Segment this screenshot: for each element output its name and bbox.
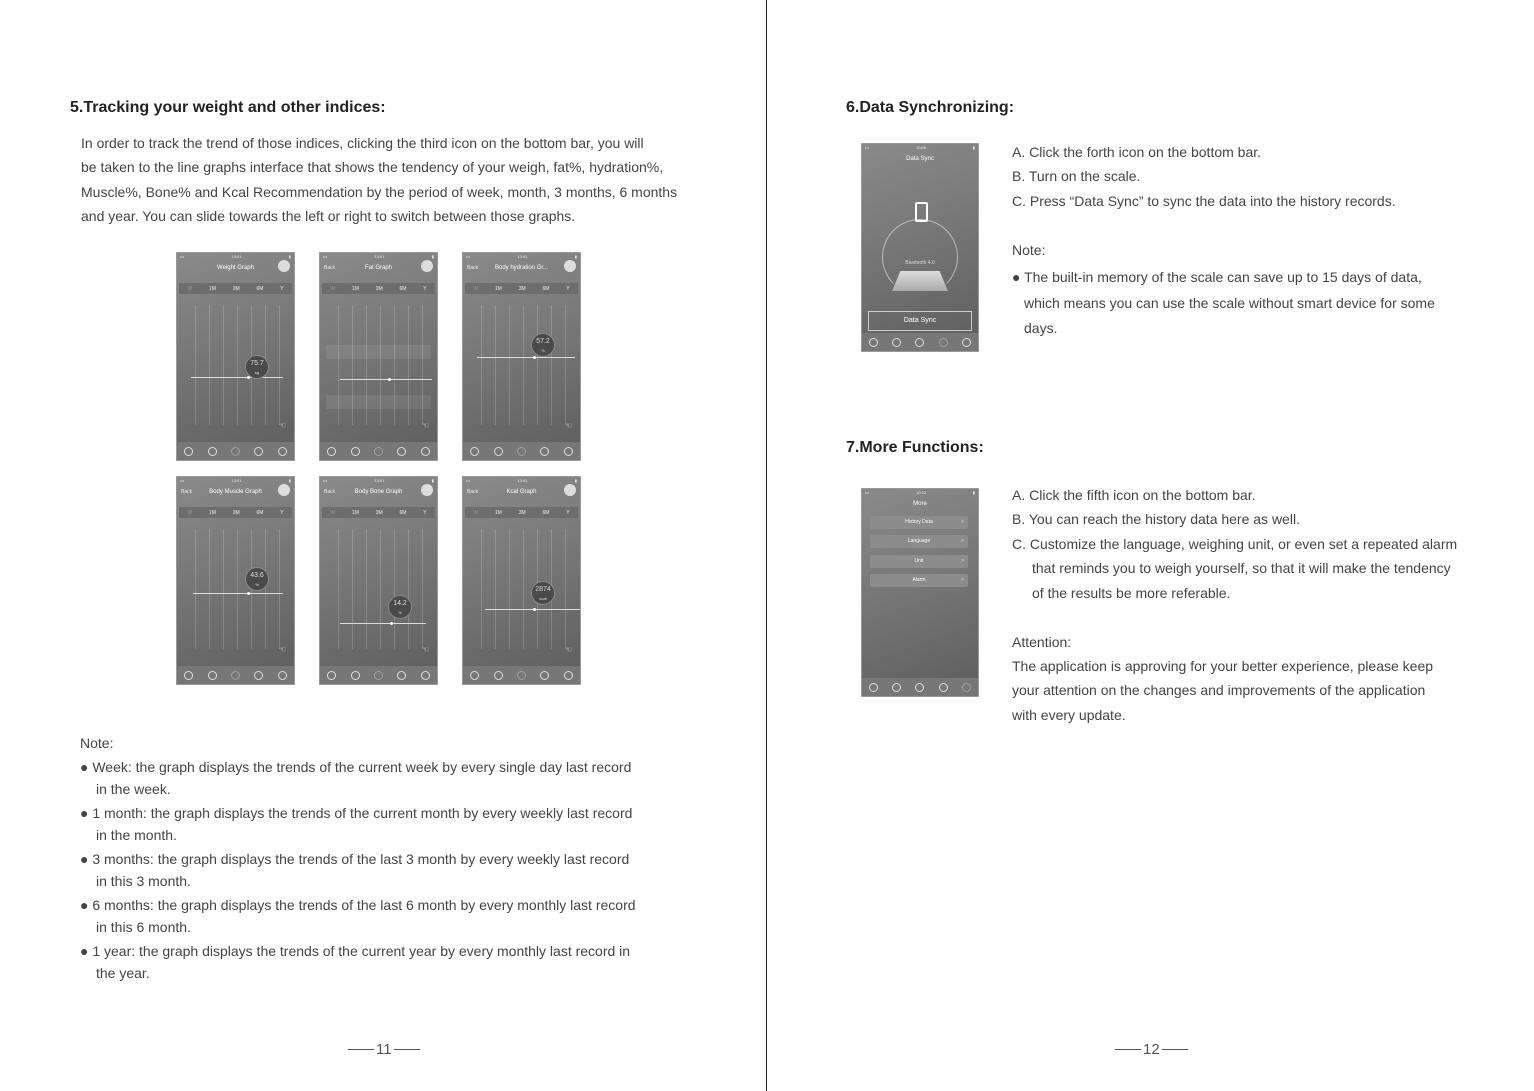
- chart-icon[interactable]: [231, 671, 240, 680]
- sync-icon[interactable]: [540, 671, 549, 680]
- sync-step: C. Press “Data Sync” to sync the data into the history records.: [1012, 192, 1396, 209]
- swipe-hand-icon: ☜: [278, 421, 286, 430]
- period-tab[interactable]: 1M: [494, 509, 502, 516]
- more-step: B. You can reach the history data here as well.: [1012, 511, 1300, 528]
- menu-item-unit[interactable]: Unit >: [870, 555, 968, 568]
- bottom-bar: [862, 678, 978, 696]
- period-tab[interactable]: Y: [280, 509, 284, 516]
- period-tab[interactable]: 6M: [542, 285, 550, 292]
- user-icon[interactable]: [351, 671, 360, 680]
- line-graph: [469, 529, 574, 649]
- page-number-left: 11: [348, 1041, 420, 1058]
- period-tab[interactable]: 1M: [208, 509, 216, 516]
- page-number-right: 12: [1115, 1041, 1188, 1058]
- profile-icon: [869, 683, 878, 692]
- sync-note-line: days.: [1024, 320, 1058, 336]
- value-bubble: 75.7 kg: [245, 355, 269, 379]
- note-item: ● 1 month: the graph displays the trends of the current month by every weekly last record in the month.: [80, 805, 633, 843]
- profile-icon[interactable]: [184, 447, 193, 456]
- more-icon: [962, 338, 971, 347]
- screen-title: Back Kcal Graph: [463, 487, 580, 501]
- period-tab[interactable]: Y: [423, 509, 427, 516]
- sync-icon[interactable]: [254, 671, 263, 680]
- period-tab[interactable]: W: [330, 509, 336, 516]
- value-bubble: 43.6 %: [245, 567, 269, 591]
- scale-icon: [892, 271, 948, 291]
- note-item: ● 1 year: the graph displays the trends of the current year by every monthly last record in the year.: [80, 943, 631, 981]
- more-icon[interactable]: [421, 671, 430, 680]
- line-graph: [183, 305, 288, 425]
- avatar[interactable]: [421, 484, 433, 496]
- intro-line: In order to track the trend of those indices, clicking the third icon on the bottom bar, you will: [81, 135, 644, 151]
- back-button[interactable]: Back: [181, 489, 193, 495]
- user-icon[interactable]: [494, 447, 503, 456]
- swipe-hand-icon: ☜: [278, 645, 286, 654]
- bottom-bar: [862, 333, 978, 351]
- sync-icon[interactable]: [397, 671, 406, 680]
- note-item: ● Week: the graph displays the trends of the current week by every single day last record in the week.: [80, 759, 632, 797]
- profile-icon[interactable]: [327, 671, 336, 680]
- swipe-hand-icon: ☜: [421, 421, 429, 430]
- graph-screen: [319, 476, 438, 685]
- chart-icon[interactable]: [374, 671, 383, 680]
- profile-icon[interactable]: [470, 447, 479, 456]
- sync-note-line: which means you can use the scale without smart device for some: [1024, 294, 1435, 311]
- chart-icon: [915, 683, 924, 692]
- period-tab[interactable]: 3M: [518, 285, 526, 292]
- avatar[interactable]: [278, 484, 290, 496]
- attention-line: with every update.: [1012, 706, 1126, 723]
- period-tab[interactable]: W: [473, 509, 479, 516]
- more-step: A. Click the fifth icon on the bottom bar.: [1012, 487, 1256, 503]
- period-tabs: [322, 507, 435, 518]
- sync-icon: [939, 683, 948, 692]
- note-list: [80, 756, 636, 986]
- period-tabs: [179, 283, 292, 294]
- sync-note: [1012, 265, 1435, 342]
- user-icon: [892, 683, 901, 692]
- period-tabs: [465, 283, 578, 294]
- graph-screen: [176, 252, 295, 461]
- period-tab[interactable]: W: [473, 285, 479, 292]
- sync-step: A. Click the forth icon on the bottom bar.: [1012, 144, 1262, 160]
- status-bar: ••• 13:01 ▮: [180, 478, 291, 483]
- status-bar: ••• 13:01 ▮: [466, 478, 577, 483]
- period-tab[interactable]: 3M: [232, 509, 240, 516]
- user-icon[interactable]: [494, 671, 503, 680]
- note-item: ● 3 months: the graph displays the trends of the last 3 month by every weekly last record in this 3 month.: [80, 851, 630, 889]
- page-divider: [766, 0, 767, 1091]
- period-tab[interactable]: W: [330, 285, 336, 292]
- period-tab[interactable]: 3M: [518, 509, 526, 516]
- screen-title: Back Body hydration Gr...: [463, 263, 580, 277]
- status-bar: ••• 10:08 ▮: [865, 145, 975, 150]
- user-icon: [892, 338, 901, 347]
- intro-line: Muscle%, Bone% and Kcal Recommendation by the period of week, month, 3 months, 6 months: [81, 183, 678, 200]
- graph-screen: [319, 252, 438, 461]
- more-icon[interactable]: [278, 671, 287, 680]
- menu-item-language[interactable]: Language >: [870, 535, 968, 548]
- screen-title: Data Sync: [906, 156, 934, 162]
- period-tab[interactable]: 3M: [375, 285, 383, 292]
- swipe-hand-icon: ☜: [421, 645, 429, 654]
- sync-note-line: ● The built-in memory of the scale can save up to 15 days of data,: [1012, 269, 1422, 285]
- bottom-bar: [320, 666, 437, 684]
- data-sync-screen: [861, 143, 979, 352]
- status-bar: ••• 13:01 ▮: [466, 254, 577, 259]
- period-tab[interactable]: 6M: [399, 285, 407, 292]
- period-tab[interactable]: 1M: [494, 285, 502, 292]
- period-tab[interactable]: 6M: [256, 509, 264, 516]
- period-tab[interactable]: Y: [423, 285, 427, 292]
- screen-title: Weight Graph: [177, 263, 294, 277]
- screen-title: More: [913, 501, 927, 507]
- screen-title: Back Fat Graph: [320, 263, 437, 277]
- intro-line: and year. You can slide towards the left or right to switch between those graphs.: [81, 208, 576, 225]
- bottom-bar: [320, 442, 437, 460]
- screen-title: Back Body Bone Graph: [320, 487, 437, 501]
- profile-icon[interactable]: [184, 671, 193, 680]
- sync-icon[interactable]: [397, 447, 406, 456]
- attention-line: your attention on the changes and improvements of the application: [1012, 682, 1426, 699]
- data-sync-button[interactable]: Data Sync: [868, 311, 972, 331]
- intro-line: be taken to the line graphs interface that shows the tendency of your weigh, fat%, hydration%,: [81, 159, 664, 176]
- back-button[interactable]: Back: [324, 265, 336, 271]
- note-label: Note:: [80, 735, 114, 751]
- sync-icon: [939, 338, 948, 347]
- sync-icon[interactable]: [540, 447, 549, 456]
- value-bubble: 2874 kcal: [531, 581, 555, 605]
- more-steps: [1012, 483, 1457, 605]
- avatar[interactable]: [421, 260, 433, 272]
- menu-item-alarm[interactable]: Alarm >: [870, 574, 968, 587]
- attention-text: [1012, 654, 1433, 727]
- period-tab[interactable]: 6M: [256, 285, 264, 292]
- period-tab[interactable]: 3M: [375, 509, 383, 516]
- more-icon: [962, 683, 971, 692]
- more-icon[interactable]: [421, 447, 430, 456]
- status-bar: ••• 10:22 ▮: [865, 490, 975, 495]
- line-graph: [469, 305, 574, 425]
- period-tab[interactable]: W: [187, 509, 193, 516]
- bottom-bar: [177, 442, 294, 460]
- avatar[interactable]: [564, 260, 576, 272]
- graph-screen: [462, 252, 581, 461]
- period-tab[interactable]: 3M: [232, 285, 240, 292]
- value-bubble: 14.2 %: [388, 595, 412, 619]
- attention-label: Attention:: [1012, 634, 1072, 650]
- value-bubble: 57.2 %: [531, 333, 555, 357]
- back-button[interactable]: Back: [467, 489, 479, 495]
- sync-step: B. Turn on the scale.: [1012, 168, 1141, 185]
- period-tab[interactable]: 6M: [542, 509, 550, 516]
- menu-item-history-data[interactable]: History Data >: [870, 516, 968, 529]
- more-step: of the results be more referable.: [1032, 584, 1231, 601]
- bottom-bar: [177, 666, 294, 684]
- sync-note-label: Note:: [1012, 242, 1046, 258]
- screen-title: Back Body Muscle Graph: [177, 487, 294, 501]
- sync-icon[interactable]: [254, 447, 263, 456]
- attention-line: The application is approving for your better experience, please keep: [1012, 658, 1434, 674]
- sync-steps: [1012, 140, 1396, 213]
- profile-icon: [869, 338, 878, 347]
- more-step: C. Customize the language, weighing unit, or even set a repeated alarm: [1012, 535, 1458, 552]
- more-step: that reminds you to weigh yourself, so that it will make the tendency: [1032, 560, 1451, 577]
- period-tab[interactable]: 1M: [351, 509, 359, 516]
- chart-icon[interactable]: [517, 447, 526, 456]
- bottom-bar: [463, 442, 580, 460]
- intro-paragraph: [81, 131, 677, 229]
- profile-icon[interactable]: [470, 671, 479, 680]
- graph-screen: [176, 476, 295, 685]
- user-icon[interactable]: [208, 671, 217, 680]
- bottom-bar: [463, 666, 580, 684]
- period-tabs: [322, 283, 435, 294]
- period-tabs: [179, 507, 292, 518]
- chart-icon: [915, 338, 924, 347]
- chart-icon[interactable]: [374, 447, 383, 456]
- section-6-heading: 6.Data Synchronizing:: [846, 99, 1015, 116]
- line-graph: [183, 529, 288, 649]
- user-icon[interactable]: [208, 447, 217, 456]
- swipe-hand-icon: ☜: [564, 421, 572, 430]
- bluetooth-label: Bluetooth 4.0: [905, 260, 935, 266]
- chart-icon[interactable]: [517, 671, 526, 680]
- status-bar: ••• 13:01 ▮: [180, 254, 291, 259]
- avatar[interactable]: [278, 260, 290, 272]
- note-item: ● 6 months: the graph displays the trends of the last 6 month by every monthly last record in this 6 month.: [80, 897, 636, 935]
- period-tab[interactable]: W: [187, 285, 193, 292]
- status-bar: ••• 13:01 ▮: [323, 478, 434, 483]
- period-tab[interactable]: Y: [566, 509, 570, 516]
- user-icon[interactable]: [351, 447, 360, 456]
- profile-icon[interactable]: [327, 447, 336, 456]
- back-button[interactable]: Back: [324, 489, 336, 495]
- status-bar: ••• 13:01 ▮: [323, 254, 434, 259]
- line-graph: [326, 305, 431, 425]
- graph-screen: [462, 476, 581, 685]
- back-button[interactable]: Back: [467, 265, 479, 271]
- more-icon[interactable]: [278, 447, 287, 456]
- more-icon[interactable]: [564, 671, 573, 680]
- period-tabs: [465, 507, 578, 518]
- section-5-heading: 5.Tracking your weight and other indices:: [70, 99, 386, 116]
- section-7-heading: 7.More Functions:: [846, 439, 984, 456]
- period-tab[interactable]: Y: [280, 285, 284, 292]
- line-graph: [326, 529, 431, 649]
- period-tab[interactable]: 1M: [351, 285, 359, 292]
- period-tab[interactable]: Y: [566, 285, 570, 292]
- period-tab[interactable]: 6M: [399, 509, 407, 516]
- more-icon[interactable]: [564, 447, 573, 456]
- period-tab[interactable]: 1M: [208, 285, 216, 292]
- avatar[interactable]: [564, 484, 576, 496]
- swipe-hand-icon: ☜: [564, 645, 572, 654]
- chart-icon[interactable]: [231, 447, 240, 456]
- more-functions-screen: [861, 488, 979, 697]
